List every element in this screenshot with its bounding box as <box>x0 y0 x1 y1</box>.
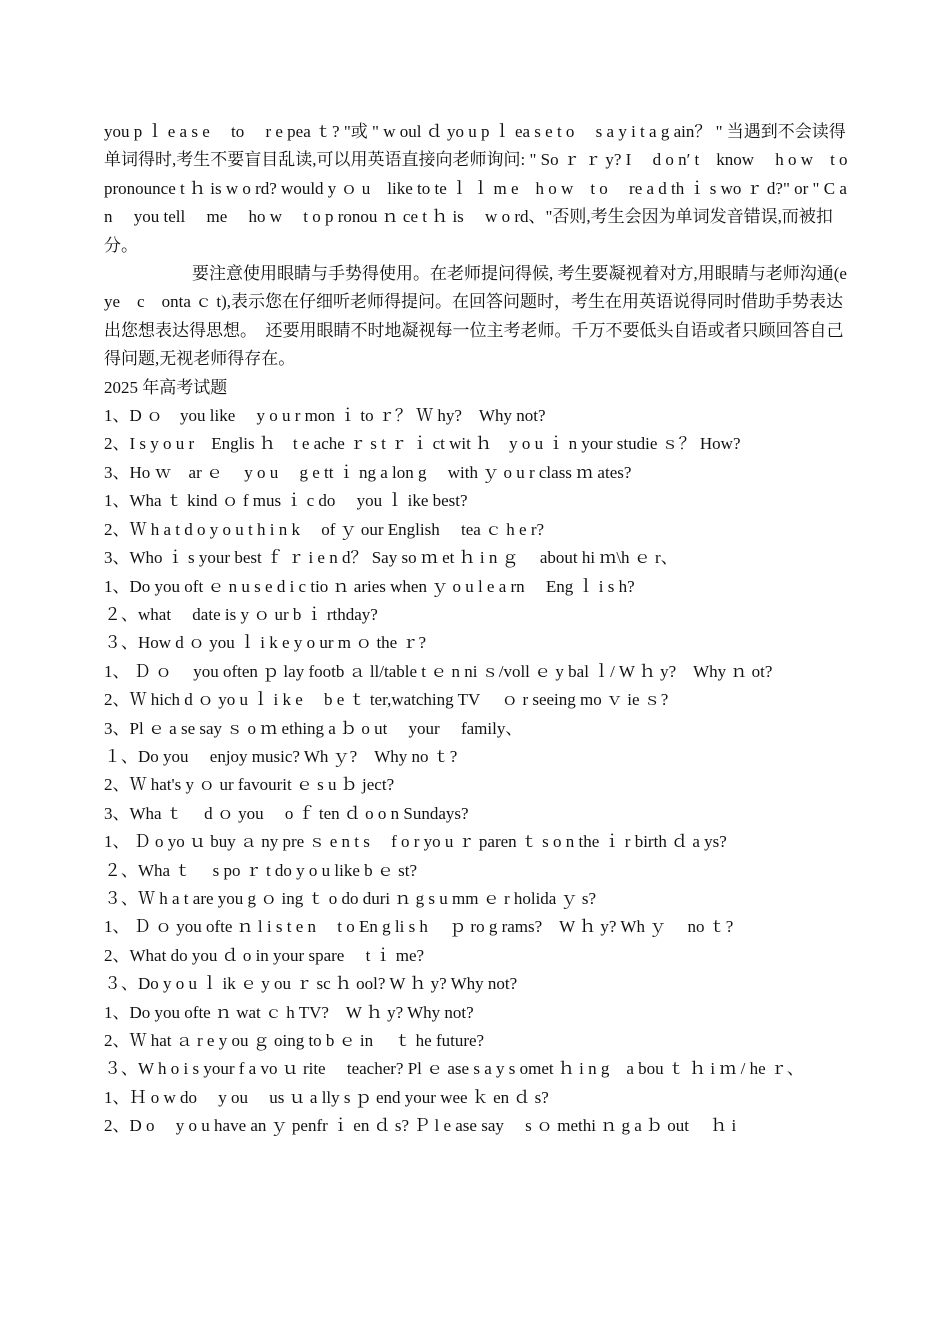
question-line: 1、 Ｄ ｏ you ofte ｎ l i s t e n t o En g li s h ｐ ro g rams? W ｈ y? Wh ｙ no ｔ? <box>104 917 734 937</box>
question-line: 2、I s y o u r Englis ｈ t e ache ｒ s t ｒ ｉ ct wit ｈ y o u ｉ n your studie ｓ？ How? <box>104 434 741 454</box>
question-line: ３、W h o i s your f a vo ｕ rite teacher? Pl ｅ ase s a y s omet ｈ i n g a bou ｔ ｈ i ｍ / he ｒ、 <box>104 1059 804 1079</box>
question-line: ３、Do y o u ｌ ik ｅ y ou ｒ sc ｈ ool? W ｈ y? Why not? <box>104 974 518 994</box>
question-line: ３、How d ｏ you ｌ i k e y o ur m ｏ the ｒ? <box>104 633 427 653</box>
question-line: 1、Ｈ o w do y ou us ｕ a lly s ｐ end your wee ｋ en ｄ s? <box>104 1087 549 1107</box>
question-line: ２、what date is y ｏ ur b ｉ rthday? <box>104 604 378 624</box>
question-line: 3、Ho ｗ ar ｅ y o u g e tt ｉ ng a lon g with ｙ o u r class ｍ ates? <box>104 462 632 482</box>
question-line: 1、Do you oft ｅ n u s e d i c tio ｎ aries when ｙ o u l e a rn Eng ｌ i s h? <box>104 576 635 596</box>
question-line: 1、Do you ofte ｎ wat ｃ h TV? W ｈ y? Why not? <box>104 1002 474 1022</box>
question-line: 2、D o y o u have an ｙ penfr ｉ en ｄ s? Ｐ l e ase say s ｏ methi ｎ g a ｂ out ｈ i <box>104 1116 737 1136</box>
document-page <box>104 118 865 1141</box>
question-line: 2、Ｗ hat ａ r e y ou ｇ oing to b ｅ in ｔ he future? <box>104 1031 485 1050</box>
question-line: 2、Ｗ hich d ｏ yo u ｌ i k e b e ｔ ter,watching TV ｏ r seeing mo ｖ ie ｓ? <box>104 690 669 710</box>
question-line: 2、What do you ｄ o in your spare t ｉ me? <box>104 945 425 965</box>
section-heading: 2025 年高考试题 <box>104 377 228 397</box>
question-line: ２、Wha ｔ s po ｒ t do y o u like b ｅ st? <box>104 860 418 880</box>
question-line: 2、Ｗ hat's y ｏ ur favourit ｅ s u ｂ ject? <box>104 775 395 795</box>
question-line: 2、Ｗ h a t d o y o u t h i n k of ｙ our English tea ｃ h e r? <box>104 519 545 539</box>
question-line: 1、 Ｄ o yo ｕ buy ａ ny pre ｓ e n t s f o r yo u ｒ paren ｔ s o n the ｉ r birth ｄ a ys? <box>104 832 727 852</box>
question-line: 1、D ｏ you like y o u r mon ｉ to ｒ？ Ｗ hy? Why not? <box>104 406 546 426</box>
question-line: １、Do you enjoy music? Wh ｙ? Why no ｔ? <box>104 746 458 766</box>
question-line: ３、Ｗ h a t are you g ｏ ing ｔ o do duri ｎ g s u mm ｅ r holida ｙ s? <box>104 888 597 908</box>
body-paragraph: you p ｌ e a s e to r e pea ｔ? "或 " w oul ｄ yo u p ｌ ea s e t o s a y i t a g ain？ " 当遇到不会读得单词得时,考生不要盲目乱读,可以用英语直接向老师询问: " So ｒ ｒ y? I d o n′ t know h o w t o pronounce t ｈ is w o rd? would y ｏ u like to te ｌ ｌ m e h o w t o re a d th ｉ s wo ｒ d?" or " C a n you tell me ho w t o p ronou ｎ ce t ｈ is w o rd、"否则,考生会因为单词发音错误,而被扣分。 <box>104 122 865 255</box>
question-line: 1、 Ｄ ｏ you often ｐ lay footb ａ ll/table t ｅ n ni ｓ/voll ｅ y bal ｌ/ W ｈ y? Why ｎ ot? <box>104 661 773 681</box>
question-line: 3、Pl ｅ a se say ｓ o ｍ ething a ｂ o ut your family、 <box>104 718 523 738</box>
question-line: 3、Who ｉ s your best ｆ ｒ i e n d？ Say so ｍ et ｈ i n ｇ about hi ｍ\h ｅ r、 <box>104 548 678 568</box>
question-line: 3、Wha ｔ d ｏ you o ｆ ten ｄ o o n Sundays? <box>104 803 469 823</box>
question-line: 1、Wha ｔ kind ｏ f mus ｉ c do you ｌ ike best? <box>104 491 468 511</box>
body-paragraph: 要注意使用眼睛与手势得使用。在老师提问得候, 考生要凝视着对方,用眼睛与老师沟通(eye c onta ｃ t),表示您在仔细听老师得提问。在回答问题时，考生在用英语说得同时借助手势表达出您想表达得思想。 还要用眼睛不时地凝视每一位主考老师。千万不要低头自语或者只顾回答自己得问题,无视老师得存在。 <box>104 264 847 369</box>
